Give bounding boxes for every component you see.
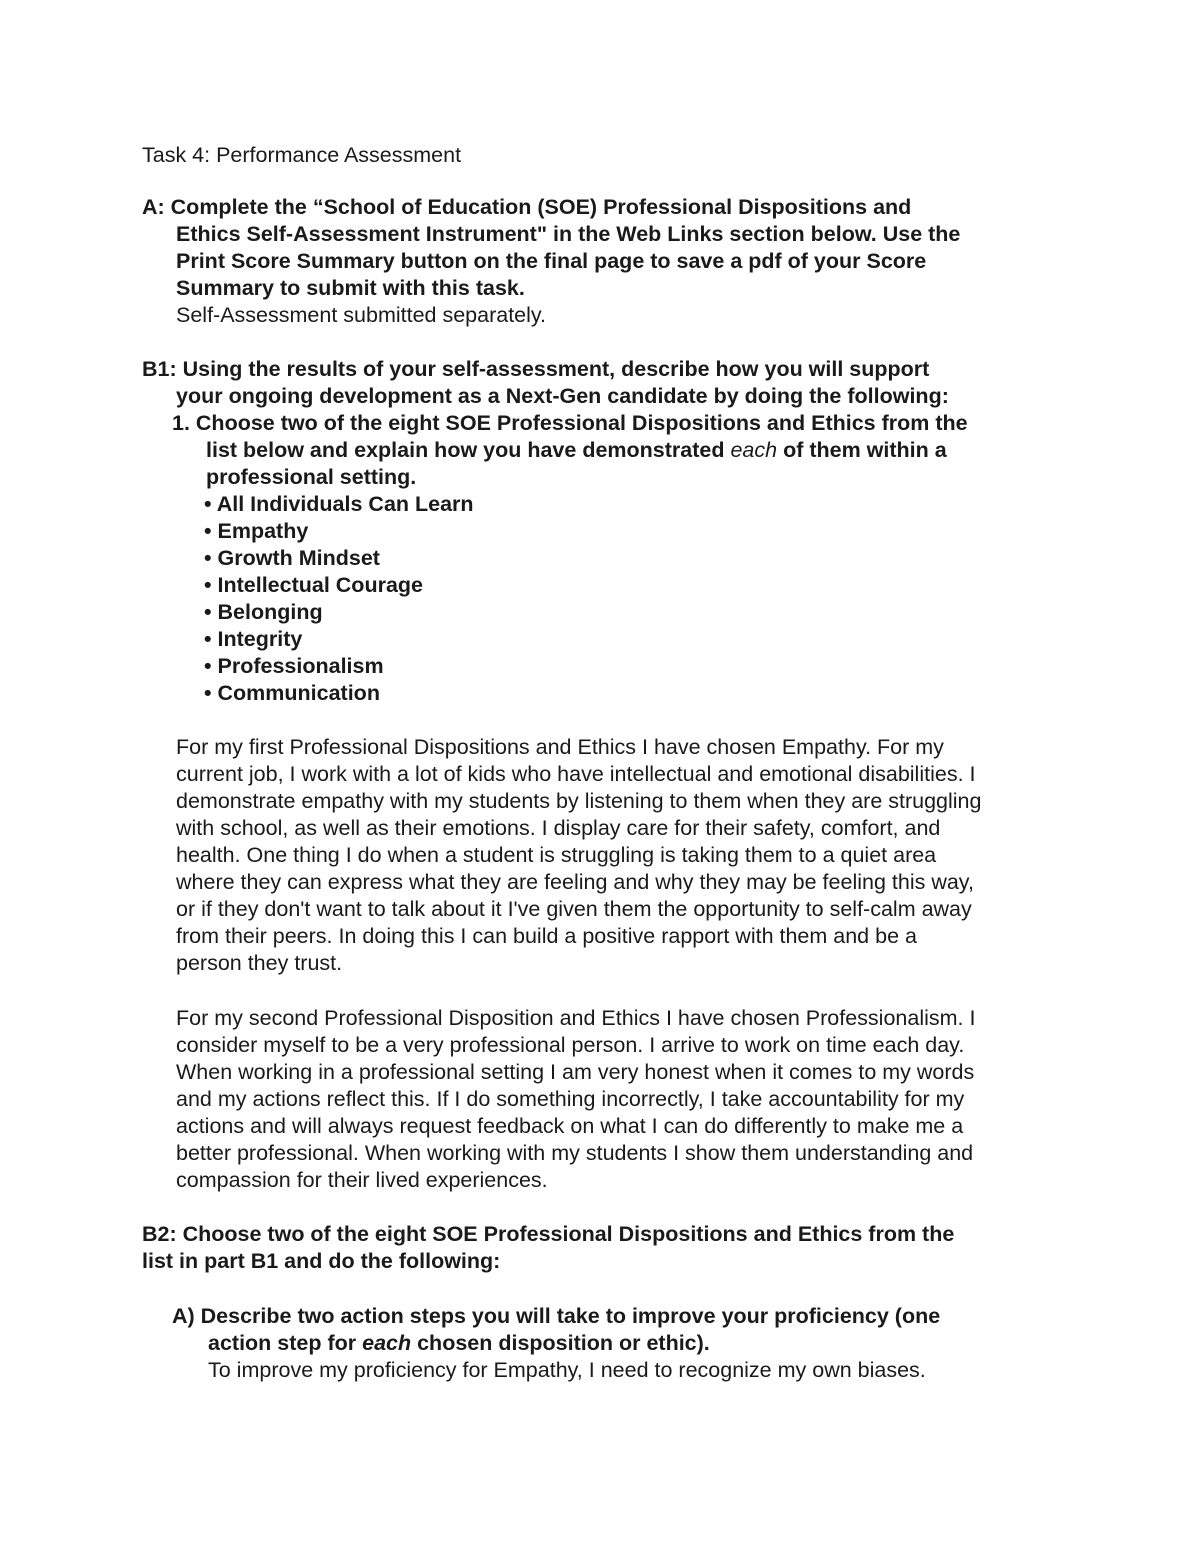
paragraph-line: where they can express what they are feeling and why they may be feeling this way, bbox=[176, 870, 974, 894]
b1-item-1-line-2 bbox=[206, 437, 947, 464]
section-b1-prompt-line-2: your ongoing development as a Next-Gen candidate by doing the following: bbox=[176, 384, 949, 408]
b2-item-a-line-1: A) Describe two action steps you will take to improve your proficiency (one bbox=[172, 1304, 941, 1328]
section-b2-prompt-line-2: list in part B1 and do the following: bbox=[142, 1249, 501, 1273]
list-item: • All Individuals Can Learn bbox=[204, 492, 474, 516]
section-a-answer: Self-Assessment submitted separately. bbox=[176, 303, 547, 327]
section-a-prompt-line-1: A: Complete the “School of Education (SOE) Professional Dispositions and bbox=[142, 195, 912, 219]
b1-item-1-line-2-emphasis: each bbox=[730, 438, 778, 462]
paragraph-line: For my first Professional Dispositions and Ethics I have chosen Empathy. For my bbox=[176, 735, 944, 759]
list-item: • Intellectual Courage bbox=[204, 573, 423, 597]
list-item: • Communication bbox=[204, 681, 380, 705]
paragraph-line: with school, as well as their emotions. I display care for their safety, comfort, and bbox=[176, 816, 941, 840]
b2-item-a-line-2-post: chosen disposition or ethic). bbox=[411, 1331, 710, 1355]
paragraph-line: demonstrate empathy with my students by listening to them when they are struggling bbox=[176, 789, 982, 813]
list-item: • Empathy bbox=[204, 519, 309, 543]
paragraph-line: For my second Professional Disposition and Ethics I have chosen Professionalism. I bbox=[176, 1006, 976, 1030]
b2-item-a-line-2-pre: action step for bbox=[208, 1331, 363, 1355]
b2-item-a-line-2-emphasis: each bbox=[362, 1331, 412, 1355]
paragraph-line: health. One thing I do when a student is struggling is taking them to a quiet area bbox=[176, 843, 937, 867]
section-b1-prompt-line-1: B1: Using the results of your self-assessment, describe how you will support bbox=[142, 357, 930, 381]
page-title: Task 4: Performance Assessment bbox=[142, 143, 462, 167]
list-item: • Integrity bbox=[204, 627, 303, 651]
paragraph-line: consider myself to be a very professional person. I arrive to work on time each day. bbox=[176, 1033, 965, 1057]
paragraph-line: and my actions reflect this. If I do something incorrectly, I take accountability for my bbox=[176, 1087, 965, 1111]
list-item: • Growth Mindset bbox=[204, 546, 380, 570]
section-b2-prompt-line-1: B2: Choose two of the eight SOE Professional Dispositions and Ethics from the bbox=[142, 1222, 955, 1246]
paragraph-line: actions and will always request feedback on what I can do differently to make me a bbox=[176, 1114, 964, 1138]
section-a-prompt-line-4: Summary to submit with this task. bbox=[176, 276, 525, 300]
section-a-prompt-line-3: Print Score Summary button on the final page to save a pdf of your Score bbox=[176, 249, 927, 273]
list-item: • Belonging bbox=[204, 600, 323, 624]
b1-item-1-line-2-post: of them within a bbox=[777, 438, 947, 462]
paragraph-line: current job, I work with a lot of kids who have intellectual and emotional disabilities. I bbox=[176, 762, 976, 786]
section-a-prompt-line-2: Ethics Self-Assessment Instrument" in the Web Links section below. Use the bbox=[176, 222, 961, 246]
list-item: • Professionalism bbox=[204, 654, 384, 678]
b1-item-1-line-1: 1. Choose two of the eight SOE Professional Dispositions and Ethics from the bbox=[172, 411, 968, 435]
paragraph-line: or if they don't want to talk about it I've given them the opportunity to self-calm away bbox=[176, 897, 972, 921]
paragraph-line: better professional. When working with my students I show them understanding and bbox=[176, 1141, 974, 1165]
b1-item-1-line-2-pre: list below and explain how you have demonstrated bbox=[206, 438, 731, 462]
paragraph-line: from their peers. In doing this I can build a positive rapport with them and be a bbox=[176, 924, 917, 948]
b2-item-a-line-2 bbox=[208, 1330, 710, 1357]
paragraph-line: When working in a professional setting I am very honest when it comes to my words bbox=[176, 1060, 975, 1084]
b2-item-a-answer: To improve my proficiency for Empathy, I need to recognize my own biases. bbox=[208, 1358, 926, 1382]
paragraph-line: person they trust. bbox=[176, 951, 343, 975]
paragraph-line: compassion for their lived experiences. bbox=[176, 1168, 548, 1192]
b1-item-1-line-3: professional setting. bbox=[206, 465, 417, 489]
